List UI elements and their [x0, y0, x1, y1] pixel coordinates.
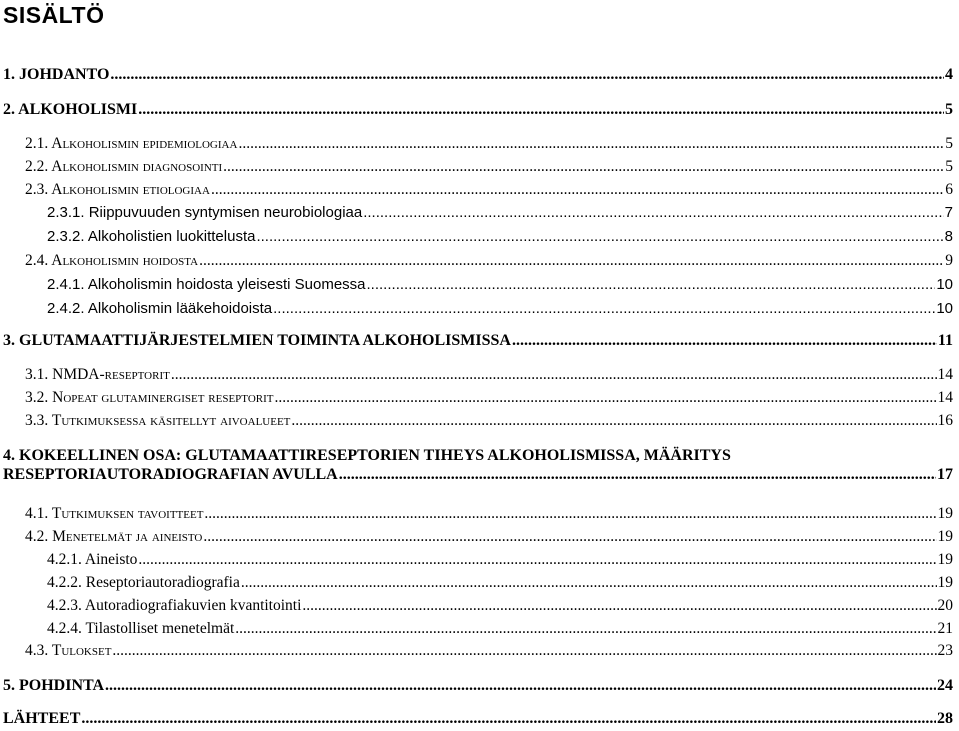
toc-entry[interactable]: [25, 389, 953, 409]
toc-entry[interactable]: [47, 204, 953, 224]
toc-page-number: 14: [937, 389, 953, 406]
toc-leader: [138, 101, 944, 119]
toc-page-number: 9: [945, 252, 953, 269]
toc-page-number: 19: [937, 505, 953, 522]
toc-leader: [211, 181, 944, 199]
toc-page-number: 21: [937, 620, 953, 637]
toc-entry-label: 2.3. Alkoholismin etiologiaa: [25, 181, 210, 198]
toc-page-number: 20: [937, 597, 953, 614]
toc-entry[interactable]: [3, 677, 953, 697]
toc-entry[interactable]: [25, 135, 953, 155]
toc-leader: [199, 252, 944, 270]
toc-entry[interactable]: [47, 228, 953, 248]
toc-entry-label: 4.2.3. Autoradiografiakuvien kvantitointi: [47, 597, 302, 614]
toc-entry[interactable]: [25, 412, 953, 432]
toc-leader: [274, 389, 936, 407]
toc-entry-label: LÄHTEET: [3, 710, 81, 727]
toc-page-number: 28: [937, 710, 953, 727]
toc-entry-label: 2.4.2. Alkoholismin lääkehoidoista: [47, 300, 273, 317]
toc-entry-label: 4.1. Tutkimuksen tavoitteet: [25, 505, 204, 522]
toc-page-number: 23: [937, 642, 953, 659]
toc-page-number: 5: [945, 101, 953, 118]
toc-entry-label-continued: RESEPTORIAUTORADIOGRAFIAN AVULLA: [3, 466, 338, 483]
toc-leader: [110, 66, 944, 84]
toc-entry[interactable]: [25, 181, 953, 201]
toc-page-number: 7: [944, 204, 953, 221]
toc-page-number: 10: [936, 276, 953, 293]
toc-leader: [223, 158, 944, 176]
toc-entry[interactable]: [47, 276, 953, 296]
toc-entry-label: 2.3.2. Alkoholistien luokittelusta: [47, 228, 256, 245]
toc-entry-label: 2.2. Alkoholismin diagnosointi: [25, 158, 223, 175]
toc-leader: [241, 574, 937, 592]
toc-entry[interactable]: [25, 505, 953, 525]
toc-page-number: 17: [937, 466, 953, 483]
toc-page-number: 10: [936, 300, 953, 317]
toc-leader: [256, 228, 943, 245]
toc-page-number: 4: [945, 66, 953, 83]
toc-leader: [105, 677, 936, 695]
toc-leader: [81, 710, 936, 728]
toc-leader: [291, 412, 936, 430]
toc-entry-label: 4.2.2. Reseptoriautoradiografia: [47, 574, 240, 591]
toc-entry[interactable]: [3, 101, 953, 121]
toc-leader: [363, 204, 943, 221]
toc-entry-label: 3.3. Tutkimuksessa käsitellyt aivoalueet: [25, 412, 291, 429]
toc-entry-label: 4.3. Tulokset: [25, 642, 112, 659]
toc-leader: [112, 642, 936, 660]
toc-entry[interactable]: [25, 252, 953, 272]
toc-entry-label: 2.4. Alkoholismin hoidosta: [25, 252, 199, 269]
toc-page-number: 5: [945, 158, 953, 175]
toc-leader: [235, 620, 936, 638]
toc-leader: [204, 505, 936, 523]
toc-entry[interactable]: [25, 158, 953, 178]
toc-leader: [273, 300, 935, 317]
toc-entry-label: 4. KOKEELLINEN OSA: GLUTAMAATTIRESEPTORIEN TIHEYS ALKOHOLISMISSA, MÄÄRITYS: [3, 447, 731, 464]
toc-entry-label: 2.3.1. Riippuvuuden syntymisen neurobiologiaa: [47, 204, 363, 221]
toc-page-number: 5: [945, 135, 953, 152]
toc-page-number: 8: [944, 228, 953, 245]
toc-entry[interactable]: [47, 620, 953, 640]
toc-entry[interactable]: [3, 710, 953, 730]
toc-entry-label: 3.2. Nopeat glutaminergiset reseptorit: [25, 389, 274, 406]
toc-entry-label: 3. GLUTAMAATTIJÄRJESTELMIEN TOIMINTA ALKOHOLISMISSA: [3, 332, 511, 349]
toc-page-number: 14: [937, 366, 953, 383]
toc-entry-label: 3.1. NMDA-reseptorit: [25, 366, 170, 383]
toc-entry-label: 4.2.1. Aineisto: [47, 551, 138, 568]
toc-entry[interactable]: [47, 551, 953, 571]
toc-leader: [171, 366, 937, 384]
toc-page-number: 19: [937, 551, 953, 568]
toc-page-number: 19: [937, 574, 953, 591]
toc-leader: [367, 276, 936, 293]
toc-entry-label: 5. POHDINTA: [3, 677, 105, 694]
toc-entry-label: 2.1. Alkoholismin epidemiologiaa: [25, 135, 238, 152]
toc-entry[interactable]: [3, 332, 953, 352]
toc-page-number: 6: [945, 181, 953, 198]
toc-page-number: 11: [937, 332, 953, 349]
toc-entry-label: 2. ALKOHOLISMI: [3, 101, 138, 118]
page-title: SISÄLTÖ: [3, 2, 105, 28]
toc-entry[interactable]: [25, 642, 953, 662]
toc-entry[interactable]: [25, 528, 953, 548]
toc-entry-label: 4.2.4. Tilastolliset menetelmät: [47, 620, 235, 637]
toc-entry-label: 4.2. Menetelmät ja aineisto: [25, 528, 203, 545]
toc-entry[interactable]: [3, 66, 953, 86]
toc-leader: [339, 466, 936, 484]
toc-entry-label: 1. JOHDANTO: [3, 66, 110, 83]
toc-page-number: 19: [937, 528, 953, 545]
toc-leader: [138, 551, 936, 569]
toc-entry[interactable]: [3, 446, 953, 486]
toc-leader: [238, 135, 944, 153]
toc-leader: [302, 597, 936, 615]
toc-entry[interactable]: [47, 574, 953, 594]
toc-entry[interactable]: [25, 366, 953, 386]
toc-page-number: 16: [937, 412, 953, 429]
toc-entry[interactable]: [47, 300, 953, 320]
toc-leader: [203, 528, 936, 546]
toc-entry-label: 2.4.1. Alkoholismin hoidosta yleisesti Suomessa: [47, 276, 366, 293]
toc-entry[interactable]: [47, 597, 953, 617]
toc-leader: [512, 332, 937, 350]
toc-page-number: 24: [937, 677, 953, 694]
